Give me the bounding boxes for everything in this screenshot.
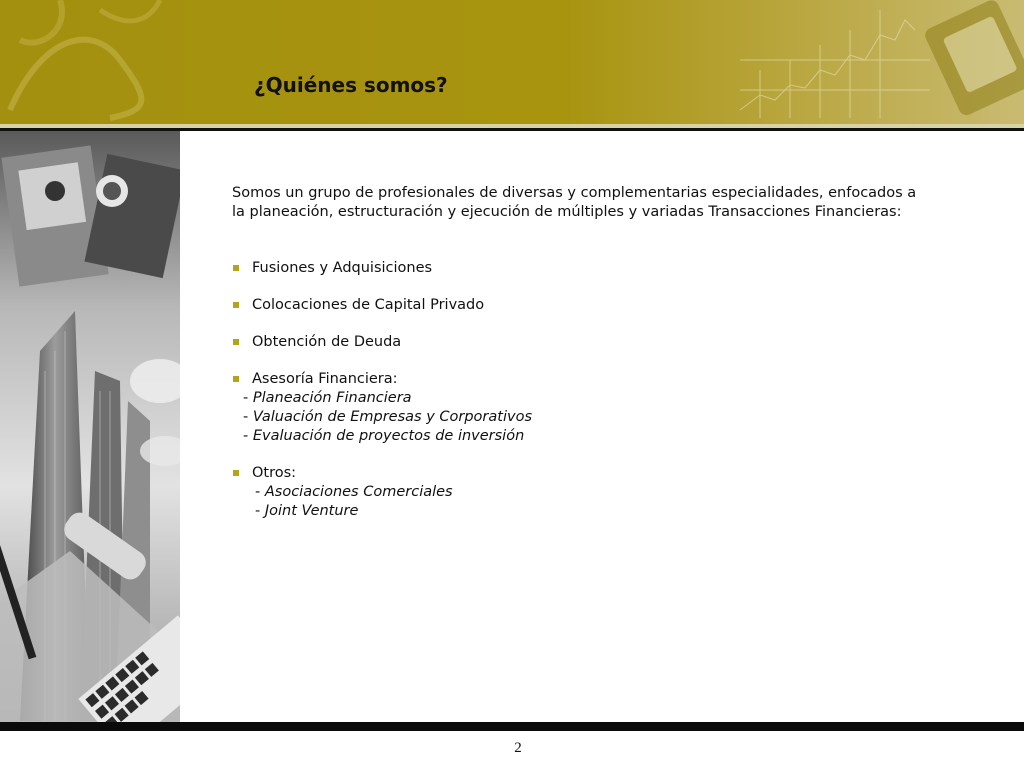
services-list (232, 259, 932, 521)
sub-item-text: Asociaciones Comerciales (264, 484, 453, 500)
list-item (232, 370, 932, 446)
side-collage-image (0, 131, 180, 722)
sub-item-text: Planeación Financiera (252, 390, 412, 406)
sub-item-dash: - (255, 503, 261, 519)
sub-item-text: Joint Venture (264, 503, 359, 519)
header-decoration (0, 0, 1024, 124)
list-item (232, 333, 932, 352)
sub-item-text: Valuación de Empresas y Corporativos (252, 409, 532, 425)
list-item-label: Fusiones y Adquisiciones (252, 260, 433, 276)
square-bullet-icon (233, 302, 239, 308)
page-number: 2 (514, 740, 522, 756)
list-item-label: Colocaciones de Capital Privado (252, 297, 485, 313)
content-body (232, 184, 932, 539)
square-bullet-icon (233, 265, 239, 271)
list-item (232, 259, 932, 278)
list-item-label: Asesoría Financiera: (252, 371, 398, 387)
sub-item (255, 483, 932, 502)
sub-item (255, 502, 932, 521)
square-bullet-icon (233, 339, 239, 345)
sub-item-dash: - (255, 484, 261, 500)
footer-divider (0, 722, 1024, 731)
sub-item-dash: - (243, 428, 249, 444)
sub-item-text: Evaluación de proyectos de inversión (252, 428, 525, 444)
sub-item (243, 427, 932, 446)
sub-item-dash: - (243, 390, 249, 406)
square-bullet-icon (233, 376, 239, 382)
page-title: ¿Quiénes somos? (254, 73, 448, 97)
header-band (0, 0, 1024, 124)
sub-item-dash: - (243, 409, 249, 425)
list-item-label: Otros: (252, 465, 297, 481)
sub-item (243, 408, 932, 427)
list-item-label: Obtención de Deuda (252, 334, 402, 350)
list-item (232, 464, 932, 521)
list-item (232, 296, 932, 315)
square-bullet-icon (233, 470, 239, 476)
intro-paragraph: Somos un grupo de profesionales de diversas y complementarias especialidades, enfocados a la planeación, estructuración y ejecución de múltiples y variadas Transacciones Financieras: (232, 185, 917, 220)
sub-item (243, 389, 932, 408)
